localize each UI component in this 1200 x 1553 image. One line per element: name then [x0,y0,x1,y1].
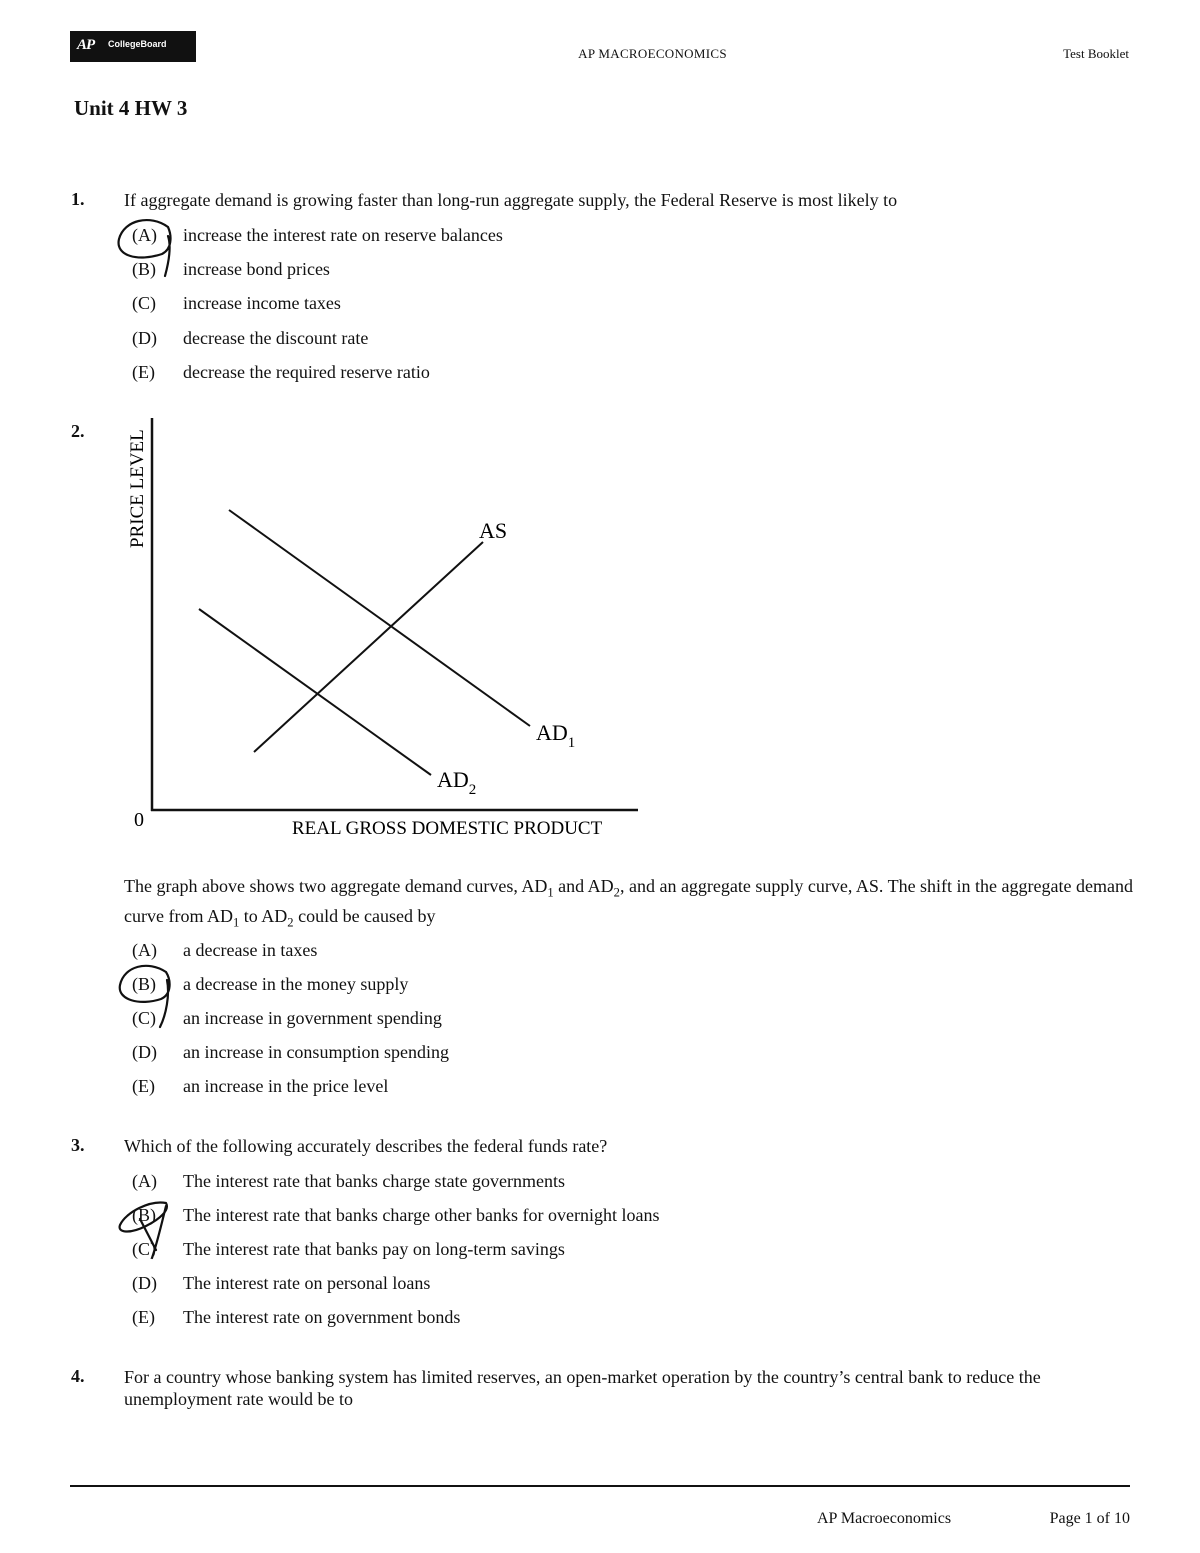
q3-choice-e-letter[interactable]: (E) [132,1307,155,1327]
header-subject: AP MACROECONOMICS [578,46,727,61]
q3-choice-a-text[interactable]: The interest rate that banks charge state governments [183,1171,566,1191]
q1-choice-e-letter[interactable]: (E) [132,362,155,382]
question-4-number: 4. [71,1366,85,1386]
as-label: AS [479,518,508,543]
q1-choice-b-letter[interactable]: (B) [132,259,156,279]
as-curve [254,542,483,752]
q2-choice-c-text[interactable]: an increase in government spending [183,1008,442,1028]
q2-choice-e-text[interactable]: an increase in the price level [183,1076,389,1096]
q1-choice-c-letter[interactable]: (C) [132,293,156,313]
q2-text-part5: could be caused by [293,905,436,926]
page-title: Unit 4 HW 3 [74,96,188,120]
q2-text-sub1: 1 [547,885,554,900]
question-1-number: 1. [71,189,85,209]
q2-text-part4: to AD [239,905,288,926]
ad1-label [536,720,575,751]
question-4-text: For a country whose banking system has limited reserves, an open-market operation by the country’s central bank to reduce the unemployment rate would be to [124,1367,1041,1409]
ad2-label [437,767,476,798]
q2-text-part1: The graph above shows two aggregate demand curves, AD [124,876,548,896]
q2-text-sub4: 2 [287,915,294,930]
q3-choice-a-letter[interactable]: (A) [132,1171,157,1191]
q2-choice-c-letter[interactable]: (C) [132,1008,156,1028]
q3-choice-c-text[interactable]: The interest rate that banks pay on long-term savings [183,1239,565,1259]
q2-text-sub2: 2 [613,885,620,900]
question-2-text [124,875,1134,934]
q3-choice-c-letter[interactable]: (C) [132,1239,156,1259]
footer-page-number: Page 1 of 10 [1049,1510,1130,1527]
q3-choice-e-text[interactable]: The interest rate on government bonds [183,1307,461,1327]
q2-text-sub3: 1 [232,915,240,930]
q3-choice-d-letter[interactable]: (D) [132,1273,157,1293]
logo-ap-text: AP [77,37,95,53]
x-axis-label: REAL GROSS DOMESTIC PRODUCT [292,818,603,839]
q3-choice-d-text[interactable]: The interest rate on personal loans [183,1273,431,1293]
q2-text-part2: and AD [553,876,614,896]
origin-label: 0 [134,809,144,831]
q3-choice-b-text[interactable]: The interest rate that banks charge other banks for overnight loans [183,1205,660,1225]
q2-choice-a-text[interactable]: a decrease in taxes [183,940,318,960]
question-3-number: 3. [71,1135,85,1155]
q1-choice-c-text[interactable]: increase income taxes [183,293,341,313]
ad1-label-main: AD [536,720,568,745]
q3-choice-b-letter[interactable]: (B) [132,1205,156,1225]
q2-choice-a-letter[interactable]: (A) [132,940,157,960]
question-3-text: Which of the following accurately describes the federal funds rate? [124,1136,608,1156]
question-2-number: 2. [71,421,85,441]
q1-choice-e-text[interactable]: decrease the required reserve ratio [183,362,430,382]
ad2-curve [199,609,431,775]
q2-choice-b-letter[interactable]: (B) [132,974,156,994]
q1-choice-a-letter[interactable]: (A) [132,225,157,245]
logo-collegeboard-text: CollegeBoard [108,39,167,49]
ad2-label-sub: 2 [468,782,477,798]
q2-text-part3: , and an aggregate supply curve, AS. The shift in the aggregate demand curve from AD [124,876,1133,926]
q1-choice-d-text[interactable]: decrease the discount rate [183,328,369,348]
ad1-label-sub: 1 [567,735,576,751]
ad2-label-main: AD [437,767,469,792]
y-axis-label: PRICE LEVEL [127,429,148,548]
footer-course: AP Macroeconomics [817,1510,952,1527]
q2-choice-b-text[interactable]: a decrease in the money supply [183,974,409,994]
question-1-text: If aggregate demand is growing faster than long-run aggregate supply, the Federal Reserve is most likely to [124,190,898,210]
footer-divider [70,1485,1130,1487]
q1-choice-a-text[interactable]: increase the interest rate on reserve balances [183,225,503,245]
q2-choice-e-letter[interactable]: (E) [132,1076,155,1096]
q2-choice-d-letter[interactable]: (D) [132,1042,157,1062]
q1-choice-b-text[interactable]: increase bond prices [183,259,330,279]
header-booklet-label: Test Booklet [1063,46,1129,61]
q2-choice-d-text[interactable]: an increase in consumption spending [183,1042,449,1062]
q1-choice-d-letter[interactable]: (D) [132,328,157,348]
ad-as-graph [0,400,700,850]
